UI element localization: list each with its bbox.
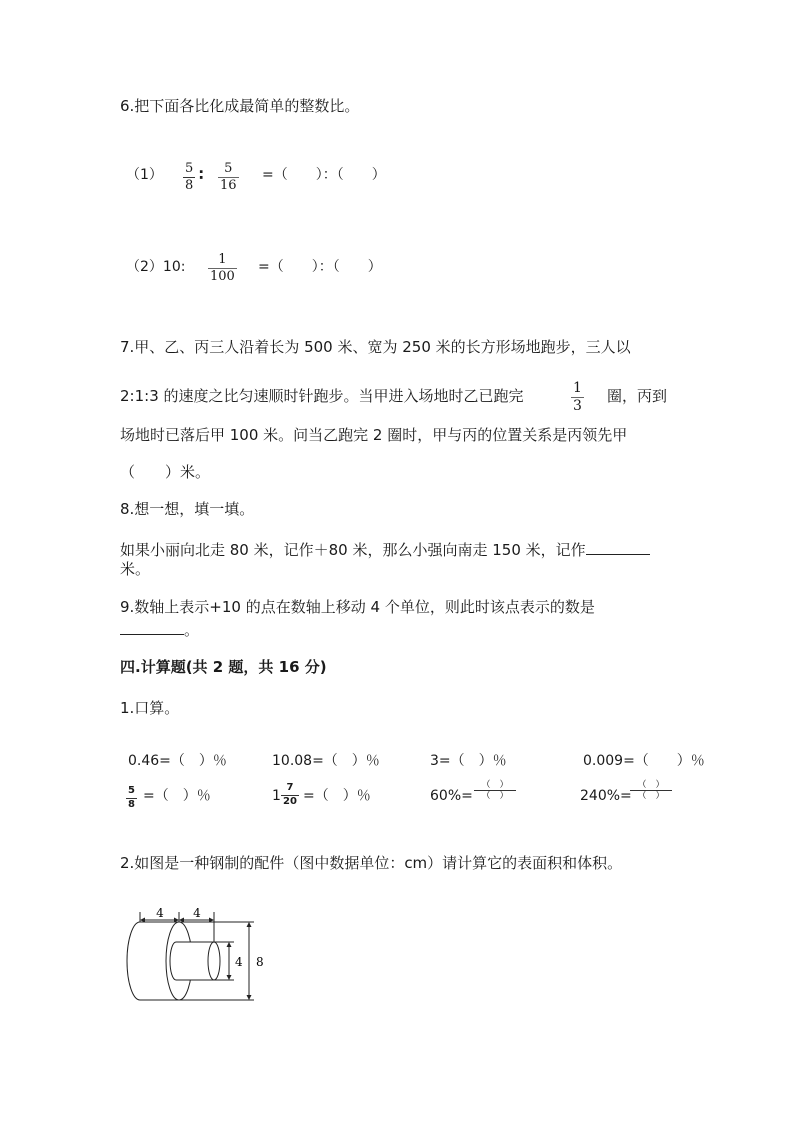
q7-line2-start: 2:1:3 的速度之比匀速顺时针跑步。当甲进入场地时乙已跑完	[120, 387, 524, 405]
fraction-denominator: 16	[220, 177, 237, 193]
calc1-item-7-answer-fraction[interactable]	[474, 781, 516, 802]
calc1-item-4[interactable]: 0.009=（ ）％	[583, 753, 705, 769]
fraction-numerator: 5	[128, 785, 135, 796]
fraction-numerator: （ ）	[637, 780, 665, 790]
q9-line1: 9.数轴上表示+10 的点在数轴上移动 4 个单位，则此时该点表示的数是	[120, 598, 595, 616]
fraction-numerator: （ ）	[481, 780, 509, 790]
calc1-item-5-fraction	[126, 786, 137, 810]
q7-line3: 场地时已落后甲 100 米。问当乙跑完 2 圈时，甲与丙的位置关系是丙领先甲	[120, 426, 628, 444]
dim-label-inner: 4	[235, 955, 243, 969]
q6-part1-label: （1）	[126, 167, 163, 183]
fraction-numerator: 5	[185, 161, 194, 176]
q9-line2	[120, 620, 199, 638]
q6-part2-answer-blanks[interactable]: =（ ）：（ ）	[258, 259, 382, 275]
q6-part1-answer-blanks[interactable]: =（ ）：（ ）	[262, 167, 386, 183]
fraction-denominator: 3	[573, 397, 582, 414]
fraction-denominator: 8	[185, 177, 194, 193]
fraction-numerator: 1	[573, 380, 582, 396]
calc1-item-8-label: 240%=	[580, 788, 632, 804]
calc1-item-8-answer-fraction[interactable]	[630, 781, 672, 802]
fraction-numerator: 1	[218, 252, 227, 267]
calc1-item-7-label: 60%=	[430, 788, 473, 804]
fraction-denominator: 100	[210, 268, 235, 284]
calc1-item-2[interactable]: 10.08=（ ）％	[272, 753, 380, 769]
q6-part1-colon: ∶	[199, 166, 204, 184]
calc1-item-3[interactable]: 3=（ ）％	[430, 753, 507, 769]
fraction-denominator: （ ）	[630, 790, 672, 801]
q8-title: 8.想一想，填一填。	[120, 500, 255, 518]
fraction-numerator: 5	[224, 161, 233, 176]
fraction-denominator: 20	[283, 795, 297, 807]
inner-cylinder-face	[208, 942, 220, 980]
q7-line1: 7.甲、乙、丙三人沿着长为 500 米、宽为 250 米的长方形场地跑步，三人以	[120, 338, 631, 356]
q7-line4-answer-blank[interactable]: （ ）米。	[120, 463, 211, 481]
calc1-item-6-fraction	[281, 783, 299, 807]
q8-line2: 米。	[120, 560, 151, 578]
fraction-denominator: 8	[128, 798, 135, 810]
calc1-item-6-whole: 1	[272, 788, 281, 804]
q6-part1-fraction-a	[183, 162, 195, 192]
calc1-item-6[interactable]: =（ ）％	[303, 788, 371, 804]
q6-title: 6.把下面各比化成最简单的整数比。	[120, 97, 360, 115]
q6-part2-fraction	[208, 253, 237, 283]
q8-line1-text: 如果小丽向北走 80 米，记作＋80 米，那么小强向南走 150 米，记作	[120, 541, 586, 559]
steel-part-figure	[118, 900, 278, 1012]
calc1-title: 1.口算。	[120, 699, 180, 717]
calc1-item-5[interactable]: =（ ）％	[143, 788, 211, 804]
section4-title: 四.计算题(共 2 题，共 16 分)	[120, 658, 327, 676]
q8-line1	[120, 540, 650, 558]
q7-line2-end: 圈，丙到	[607, 387, 668, 405]
fraction-numerator: 7	[286, 782, 294, 793]
inner-cylinder-body	[170, 942, 214, 980]
calc1-item-1[interactable]: 0.46=（ ）％	[128, 753, 227, 769]
q8-answer-blank[interactable]	[586, 540, 650, 555]
q6-part2-label: （2）10:	[126, 259, 186, 275]
q9-period: 。	[184, 621, 200, 639]
q6-part1-fraction-b	[218, 162, 239, 192]
calc2-title: 2.如图是一种钢制的配件（图中数据单位：cm）请计算它的表面积和体积。	[120, 854, 623, 872]
q7-fraction	[571, 381, 584, 413]
dim-label-left: 4	[156, 906, 164, 920]
dim-label-right: 4	[193, 906, 201, 920]
q9-answer-blank[interactable]	[120, 620, 184, 635]
dim-label-outer: 8	[256, 955, 264, 969]
fraction-denominator: （ ）	[474, 790, 516, 801]
